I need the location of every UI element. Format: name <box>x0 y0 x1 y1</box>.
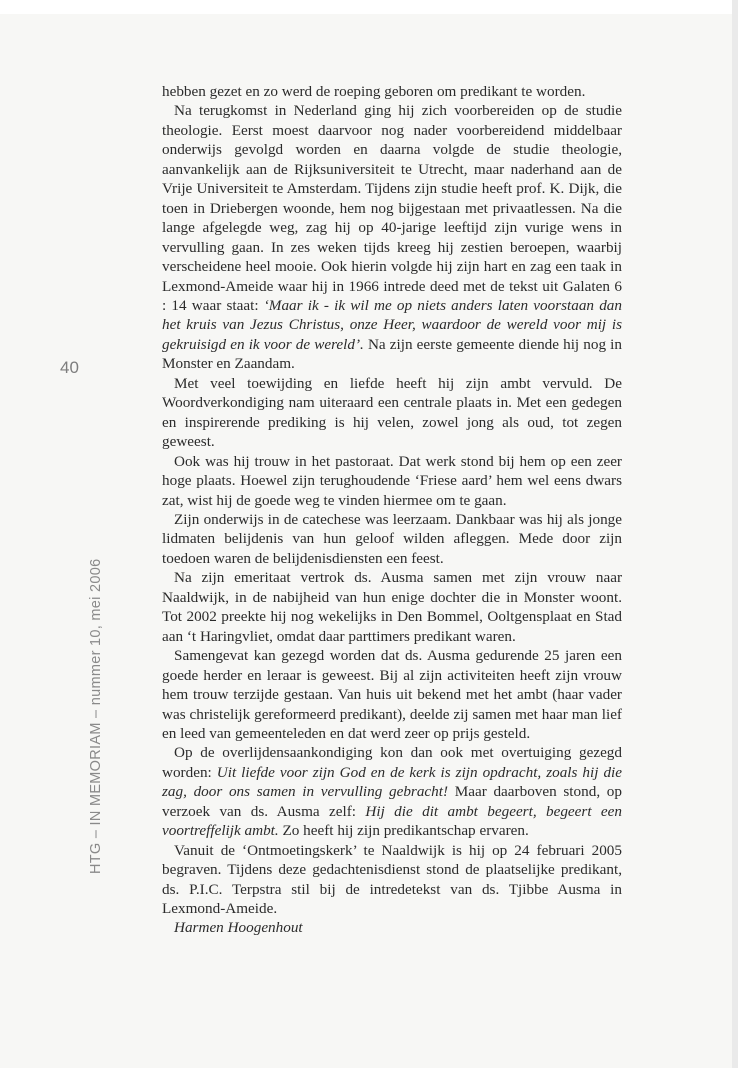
paragraph-ministry: Met veel toewijding en liefde heeft hij zijn ambt vervuld. De Woordverkondiging nam uiteraard een centrale plaats in. Met een gedegen en inspirerende prediking is hij velen, zowel jong als oud, tot zegen geweest. <box>162 374 622 451</box>
paragraph-summary: Samengevat kan gezegd worden dat ds. Ausma gedurende 25 jaren een goede herder en leraar is geweest. Bij al zijn activiteiten heeft zijn vrouw hem trouw terzijde gestaan. Van huis uit bekend met het ambt (haar vader was christelijk gereformeerd predikant), deelde zij samen met haar man lief en leed van gemeenteleden en dat werd zeer op prijs gesteld. <box>162 647 622 742</box>
author-signature: Harmen Hoogenhout <box>174 919 303 937</box>
galatians-quote: ‘Maar ik - ik wil me op niets anders laten voorstaan dan het kruis van Jezus Christus, onze Heer, waardoor de wereld voor mij is gekruisigd en ik voor de wereld’. <box>162 296 622 353</box>
paragraph-announcement: Op de overlijdensaankondiging kon dan ook met overtuiging gezegd worden: Uit liefde voor zijn God en de kerk is zijn opdracht, zoals hij die zag, door ons samen in vervulling gebracht! Maar daarboven stond, op verzoek van ds. Ausma zelf: Hij die dit ambt begeert, begeert een voortreffelijk ambt. Zo heeft hij zijn predikantschap ervaren. <box>162 744 622 840</box>
page-right-edge <box>732 0 738 1068</box>
announcement-quote: Uit liefde voor zijn God en de kerk is zijn opdracht, zoals hij die zag, door ons samen in vervulling gebracht! <box>162 763 622 801</box>
running-head: HTG – IN MEMORIAM – nummer 10, mei 2006 <box>88 558 104 874</box>
article-body <box>162 82 622 938</box>
paragraph-studies: Na terugkomst in Nederland ging hij zich voorbereiden op de studie theologie. Eerst moest daarvoor nog nader voorbereidend middelbaar onderwijs gevolgd worden en daarna volgde de studie theologie, aanvankelijk aan de Rijksuniversiteit te Utrecht, maar naderhand aan de Vrije Universiteit te Amsterdam. Tijdens zijn studie heeft prof. K. Dijk, die toen in Driebergen woonde, hem nog bijgestaan met privaatlessen. Na die lange afgelegde weg, zag hij op 40-jarige leeftijd zijn vurige wens in vervulling gaan. In zes weken tijds kreeg hij zestien beroepen, waarbij verscheidene heel mooie. Ook hierin volgde hij zijn hart en zag een taak in Lexmond-Ameide waar hij in 1966 intrede deed met de tekst uit Galaten 6 : 14 waar staat: ‘Maar ik - ik wil me op niets anders laten voorstaan dan het kruis van Jezus Christus, onze Heer, waardoor de wereld voor mij is gekruisigd en ik voor de wereld’. Na zijn eerste gemeente diende hij nog in Monster en Zaandam. <box>162 102 622 373</box>
paragraph-pastoral: Ook was hij trouw in het pastoraat. Dat werk stond bij hem op een zeer hoge plaats. Hoewel zijn terughoudende ‘Friese aard’ hem wel eens dwars zat, wist hij de goede weg te vinden hiermee om te gaan. <box>162 452 622 509</box>
page-number: 40 <box>60 358 79 377</box>
paragraph-catechesis: Zijn onderwijs in de catechese was leerzaam. Dankbaar was hij als jonge lidmaten belijdenis van hun geloof wilden afleggen. Mede door zijn toedoen waren de belijdenisdiensten een feest. <box>162 510 622 567</box>
paragraph-continued: hebben gezet en zo werd de roeping geboren om predikant te worden. <box>162 83 586 100</box>
ambt-quote: Hij die dit ambt begeert, begeert een voortreffelijk ambt. <box>162 802 622 840</box>
page-top-edge <box>0 0 738 14</box>
paragraph-emeritus: Na zijn emeritaat vertrok ds. Ausma samen met zijn vrouw naar Naaldwijk, in de nabijheid van hun enige dochter die in Monster woont. Tot 2002 preekte hij nog wekelijks in Den Bommel, Ooltgensplaat en Stad aan ‘t Haringvliet, omdat daar parttimers predikant waren. <box>162 569 622 645</box>
paragraph-burial: Vanuit de ‘Ontmoetingskerk’ te Naaldwijk is hij op 24 februari 2005 begraven. Tijdens deze gedachtenisdienst stond de plaatselijke predikant, ds. P.I.C. Terpstra stil bij de intredetekst van ds. Tjibbe Ausma in Lexmond-Ameide. <box>162 841 622 918</box>
